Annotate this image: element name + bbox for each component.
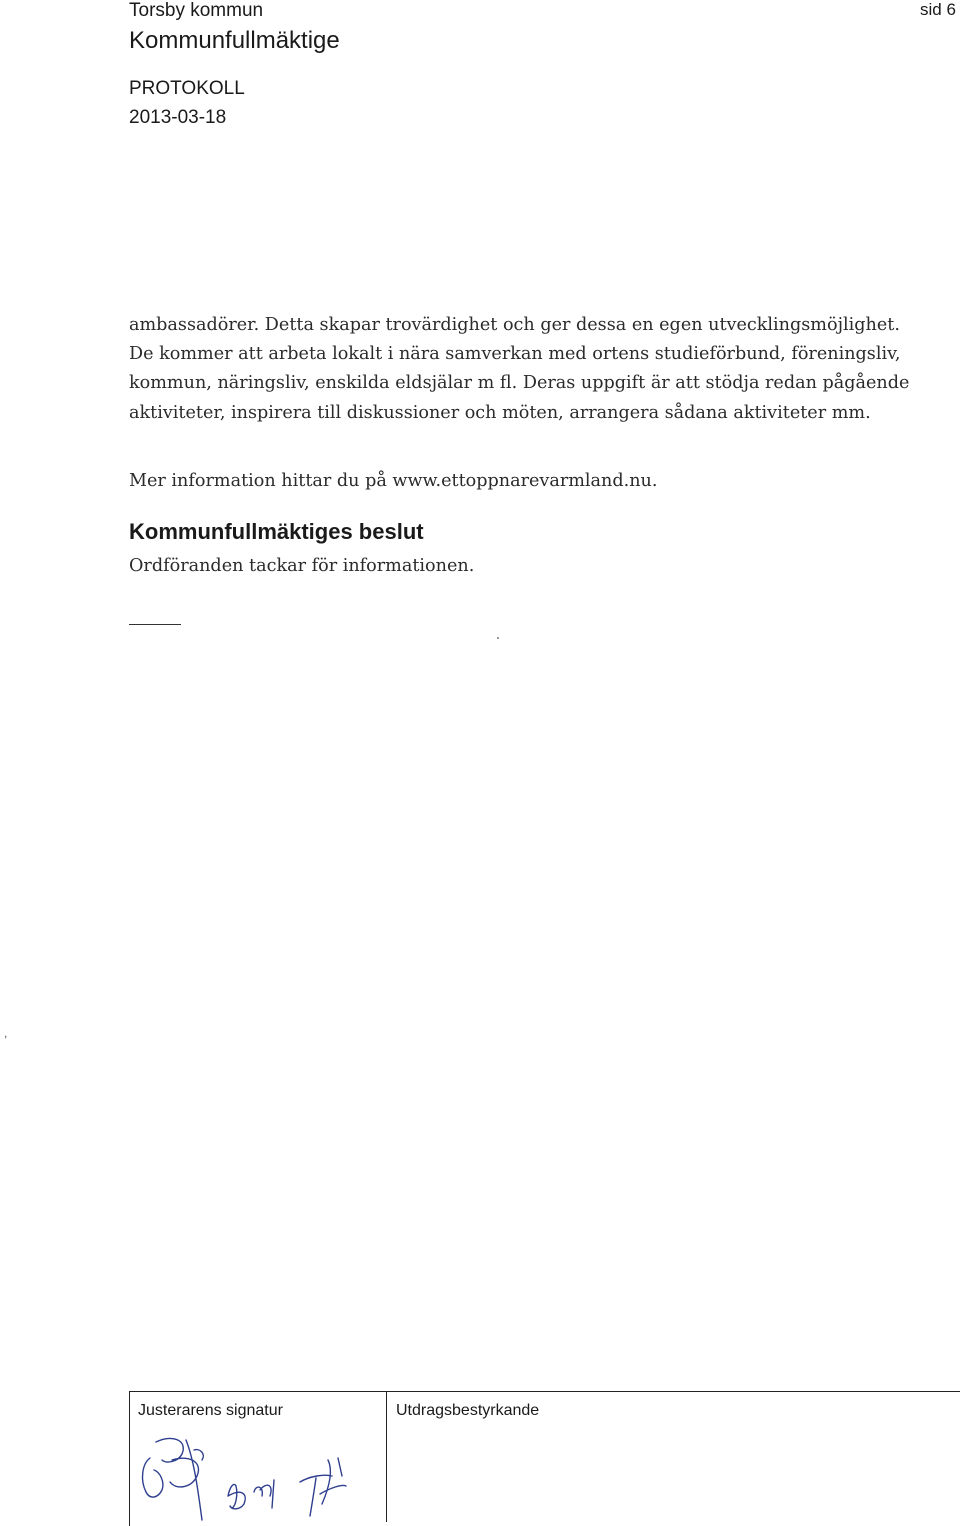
signature-label: Justerarens signatur [138, 1402, 283, 1419]
document-date: 2013-03-18 [129, 107, 227, 128]
footer-divider [386, 1391, 387, 1522]
municipality-name: Torsby kommun [129, 0, 264, 21]
footer-left-border [129, 1391, 130, 1526]
signature-initials-2 [228, 1480, 274, 1509]
footer-rule [129, 1391, 960, 1392]
body-paragraph: ambassadörer. Detta skapar trovärdighet och ger dessa en egen utvecklingsmöjlighet. De kommer att arbeta lokalt i nära samverkan med ortens studieförbund, föreningsliv, kommun, näringsliv, enskilda eldsjälar m fl. Deras uppgift är att stödja redan pågående aktiviteter, inspirera till diskussioner och möten, arrangera sådana aktiviteter mm. [129, 315, 910, 423]
certification-label: Utdragsbestyrkande [396, 1402, 540, 1419]
document-type: PROTOKOLL [129, 78, 245, 99]
signature-initials-1 [143, 1438, 204, 1520]
page-number: sid 6 [920, 0, 956, 19]
signature-initials-3 [300, 1458, 346, 1516]
more-info-line: Mer information hittar du på www.ettoppnarevarmland.nu. [129, 471, 658, 491]
scan-mark: , [4, 1026, 8, 1040]
section-end-rule [129, 624, 181, 625]
committee-name: Kommunfullmäktige [129, 27, 340, 54]
scan-speck [497, 637, 499, 639]
decision-text: Ordföranden tackar för informationen. [129, 556, 475, 576]
handwritten-signatures [132, 1420, 382, 1526]
decision-heading: Kommunfullmäktiges beslut [129, 519, 424, 544]
